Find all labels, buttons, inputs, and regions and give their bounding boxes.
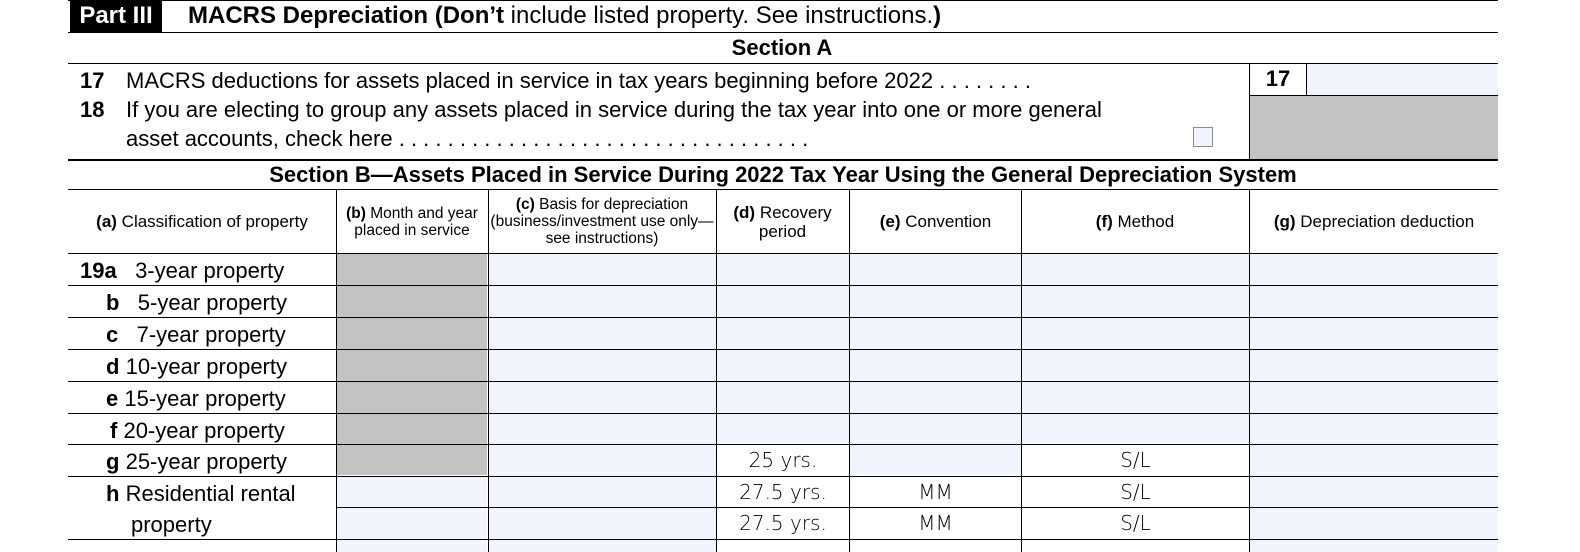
column-g-header: (g) Depreciation deduction: [1273, 212, 1475, 231]
row-19d-label: d 10-year property: [106, 354, 287, 379]
line-18-checkbox[interactable]: [1193, 127, 1213, 147]
line-17-box-label: 17: [1265, 66, 1291, 91]
column-b-shaded: [337, 254, 487, 475]
section-a-title: Section A: [731, 35, 833, 60]
row-g-method: S/L: [1120, 448, 1151, 472]
row-19c-label: c 7-year property: [106, 322, 286, 347]
line-18-number: 18: [80, 97, 105, 122]
row-19h-label-cont: property: [131, 512, 212, 537]
column-c-header: (c) Basis for depreciation (business/investment use only—see instructions): [490, 196, 714, 247]
row-h2-recovery: 27.5 yrs.: [739, 511, 827, 535]
row-h1-method: S/L: [1120, 480, 1151, 504]
column-e-header: (e) Convention: [879, 212, 992, 231]
column-d-header: (d) Recovery period: [733, 202, 832, 241]
part-title: MACRS Depreciation (Don’t include listed property. See instructions.): [188, 2, 942, 29]
part-label: Part III: [70, 0, 162, 32]
row-h1-convention: MM: [918, 480, 953, 504]
row-19f-label: f 20-year property: [110, 418, 285, 443]
column-b-header: (b) Month and year placed in service: [346, 204, 478, 239]
line-18-shaded-area: [1250, 96, 1498, 160]
line-17-number: 17: [80, 68, 105, 93]
column-e-fields[interactable]: [850, 254, 1021, 475]
row-g-recovery: 25 yrs.: [748, 448, 818, 472]
row-19e-label: e 15-year property: [106, 386, 286, 411]
line-18-text: If you are electing to group any assets placed in service during the tax year into one or more general: [126, 97, 1102, 122]
line-17-text: MACRS deductions for assets placed in service in tax years beginning before 2022 . . . . . . . .: [126, 68, 1031, 93]
row-19a-label: 19a 3-year property: [80, 258, 285, 283]
line-18-text-cont: asset accounts, check here . . . . . . . . . . . . . . . . . . . . . . . . . . . . . . . . . .: [126, 126, 809, 151]
column-a-header: (a) Classification of property: [96, 212, 308, 231]
line-17-amount-field[interactable]: [1307, 64, 1498, 95]
row-h2-method: S/L: [1120, 511, 1151, 535]
row-19g-label: g 25-year property: [106, 449, 287, 474]
row-h-month-field[interactable]: [337, 477, 487, 552]
column-f-header: (f) Method: [1095, 212, 1175, 231]
row-19h-label: h Residential rental: [106, 481, 296, 506]
row-19b-label: b 5-year property: [106, 290, 287, 315]
row-h2-convention: MM: [918, 511, 953, 535]
row-h1-recovery: 27.5 yrs.: [739, 480, 827, 504]
section-b-title: Section B—Assets Placed in Service During 2022 Tax Year Using the General Depreciation System: [269, 162, 1297, 187]
